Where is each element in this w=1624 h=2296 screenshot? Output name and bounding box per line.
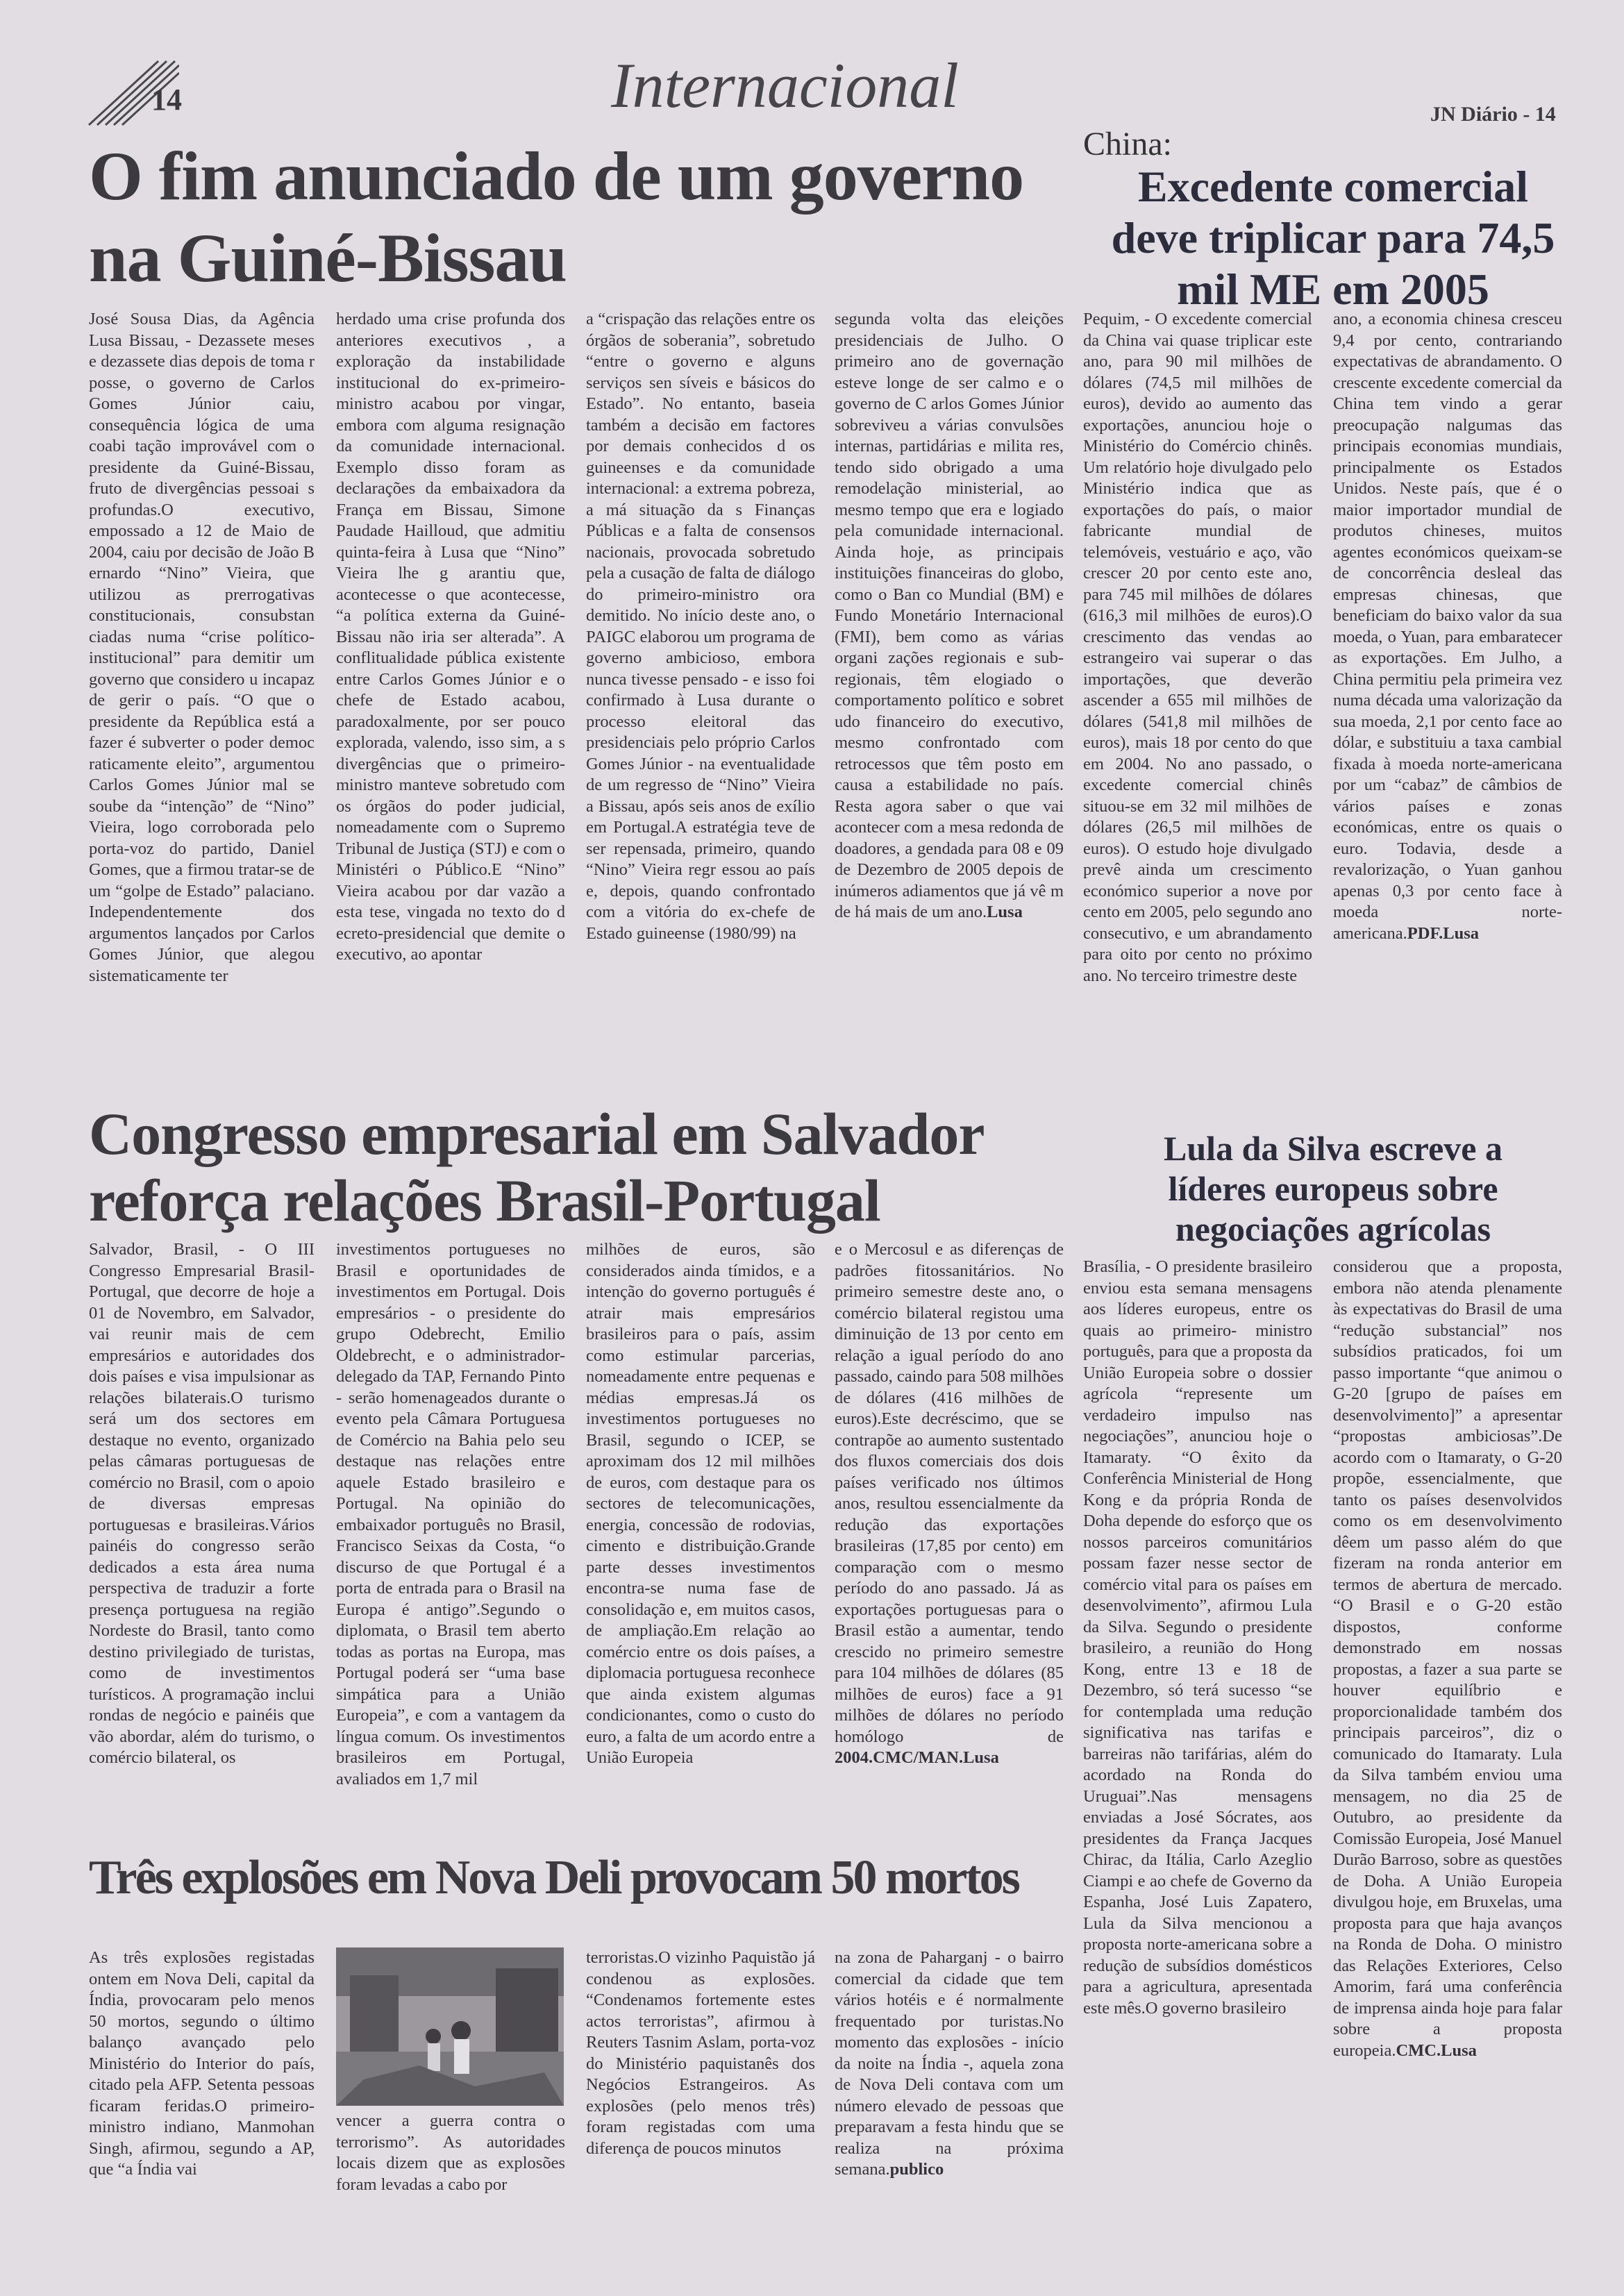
- article4-headline-line3: negociações agrícolas: [1175, 1209, 1491, 1248]
- article2-headline: [1083, 161, 1583, 315]
- article1-col1: José Sousa Dias, da Agência Lusa Bissau, - Dezassete meses e dezassete dias depois de toma r posse, o governo de Carlos Gomes Júnior caiu, consequência lógica de uma coabi tação improvável com o presidente da Guiné-Bissau, fruto de divergências pessoai s profundas.O executivo, empossado a 12 de Maio de 2004, caiu por decisão de João B ernardo “Nino” Vieira, que utilizou as prerrogativas constitucionais, consubstan ciadas numa “crise político-institucional” para demitir um governo que considero u incapaz de gerir o país. “O que o presidente da República está a fazer é subverter o poder democ raticamente eleito”, argumentou Carlos Gomes Júnior mal se soube da “intenção” de “Nino” Vieira, logo corroborada pelo porta-voz do partido, Daniel Gomes, que a firmou tratar-se de um “golpe de Estado” palaciano. Independentemente dos argumentos lançados por Carlos Gomes Júnior, que alegou sistematicamente ter: [89, 310, 315, 985]
- paper-name: JN Diário - 14: [1430, 103, 1556, 126]
- article4-col1: Brasília, - O presidente brasileiro enviou esta semana mensagens aos líderes europeus, entre os quais ao primeiro- ministro português, para que a proposta da União Europeia sobre o dossier agrícola “represente um verdadeiro impulso nas negociações”, anunciou hoje o Itamaraty. “O êxito da Conferência Ministerial de Hong Kong e da própria Ronda de Doha depende do esforço que os nossos parceiros comunitários possam fazer nesse sector de comércio vital para os países em desenvolvimento”, afirmou Lula da Silva. Segundo o presidente brasileiro, a reunião do Hong Kong, entre 13 e 18 de Dezembro, só terá sucesso “se for contemplada uma redução significativa nas tarifas e barreiras não tarifárias, além do acordado na Ronda do Uruguai”.Nas mensagens enviadas a José Sócrates, aos presidentes da França Jacques Chirac, da Itália, Carlo Azeglio Ciampi e ao chefe de Governo da Espanha, José Luis Zapatero, Lula da Silva mencionou a proposta norte-americana sobre a redução de subsídios domésticos para a agricultura, apresentada este mês.O governo brasileiro: [1083, 1257, 1312, 2018]
- article3-signature: 2004.CMC/MAN.Lusa: [835, 1748, 999, 1767]
- article3-headline: [89, 1100, 1082, 1234]
- article4-signature: CMC.Lusa: [1396, 2041, 1477, 2060]
- article2-headline-line3: mil ME em 2005: [1177, 265, 1489, 314]
- page-number: 14: [151, 83, 182, 117]
- article4-headline-line2: líderes europeus sobre: [1168, 1169, 1498, 1208]
- explosion-photo-image: [336, 1947, 564, 2106]
- article5-headline: Três explosões em Nova Deli provocam 50 mortos: [89, 1851, 1019, 1904]
- article2-col2: [1333, 309, 1562, 1121]
- article4-headline: [1083, 1128, 1583, 1249]
- article5-signature: publico: [889, 2160, 944, 2179]
- article2-headline-line2: deve triplicar para 74,5: [1111, 213, 1555, 262]
- article4-headline-line1: Lula da Silva escreve a: [1164, 1129, 1502, 1168]
- section-title: Internacional: [611, 50, 959, 121]
- article5-col3: terroristas.O vizinho Paquistão já condenou as explosões. “Condenamos fortemente estes actos terroristas”, afirmou à Reuters Tasnim Aslam, porta-voz do Ministério paquistanês dos Negócios Estrangeiros. As explosões (pelo menos três) foram registadas com uma diferença de poucos minutos: [586, 1948, 815, 2158]
- article2-headline-line1: Excedente comercial: [1137, 162, 1529, 211]
- article1-headline: [89, 135, 1082, 299]
- article1-col3: a “crispação das relações entre os órgãos de soberania”, sobretudo “entre o governo e alguns serviços sen síveis e básicos do Estado”. No entanto, baseia também a decisão em factores por demais conhecidos d os guineenses e da comunidade internacional: a extrema pobreza, a má situação da s Finanças Públicas e a falta de consensos nacionais, provocada sobretudo pela a cusação de falta de diálogo do primeiro-ministro ora demitido. No início deste ano, o PAIGC elaborou um programa de governo ambicioso, embora nunca tivesse pensado - e isso foi confirmado à Lusa durante o processo eleitoral das presidenciais pelo próprio Carlos Gomes Júnior - na eventualidade de um regresso de “Nino” Vieira a Bissau, após seis anos de exílio em Portugal.A estratégia teve de ser repensada, primeiro, quando “Nino” Vieira regr essou ao país e, depois, quando confrontado com a vitória do ex-chefe de Estado guineense (1980/99) na: [586, 310, 815, 943]
- article1-col4-text: segunda volta das eleições presidenciais de Julho. O primeiro ano de governação esteve longe de ser calmo e o governo de C arlos Gomes Júnior sobreviveu a várias convulsões internas, partidárias e milita res, tendo sido obrigado a uma remodelação ministerial, ao mesmo tempo que era e logiado pela comunidade internacional. Ainda hoje, as principais instituições financeiras do globo, como o Ban co Mundial (BM) e Fundo Monetário Internacional (FMI), bem como as várias organi zações regionais e sub-regionais, têm elogiado o comportamento político e sobret udo financeiro do executivo, mesmo confrontado com retrocessos que têm posto em causa a estabilidade no país. Resta agora saber o que vai acontecer com a mesa redonda de doadores, a gendada para 08 e 09 de Dezembro de 2005 depois de inúmeros adiamentos que já vê m de há mais de um ano.: [835, 310, 1064, 921]
- article3-col2: investimentos portugueses no Brasil e oportunidades de investimentos em Portugal. Dois empresários - o presidente do grupo Odebrecht, Emilio Oldebrecht, e o administrador-delegado da TAP, Fernando Pinto - serão homenageados durante o evento pela Câmara Portuguesa de Comércio na Bahia pelo seu destaque nas relações entre aquele Estado brasileiro e Portugal. Na opinião do embaixador português no Brasil, Francisco Seixas da Costa, “o discurso de que Portugal é a porta de entrada para o Brasil na Europa é antigo”.Segundo o diplomata, o Brasil tem aberto todas as portas na Europa, mas Portugal poderá ser “uma base simpática para a União Europeia”, e com a vantagem da língua comum. Os investimentos brasileiros em Portugal, avaliados em 1,7 mil: [336, 1240, 565, 1788]
- article1-col2: herdado uma crise profunda dos anteriores executivos , a exploração da instabilidade institucional do ex-primeiro-ministro acabou por vingar, embora com alguma resignação da comunidade internacional. Exemplo disso foram as declarações da embaixadora da França em Bissau, Simone Paudade Hailloud, que admitiu quinta-feira à Lusa que “Nino” Vieira lhe g arantiu que, acontecesse o que acontecesse, “a política externa da Guiné-Bissau não iria ser alterada”. A conflitualidade pública existente entre Carlos Gomes Júnior e o chefe de Estado acabou, paradoxalmente, por ser pouco explorada, valendo, isso sim, a s divergências que o primeiro-ministro manteve sobretudo com os órgãos do poder judicial, nomeadamente com o Supremo Tribunal de Justiça (STJ) e com o Ministéri o Público.E “Nino” Vieira acabou por dar vazão a esta tese, vingada no texto do d ecreto-presidencial que demite o executivo, ao apontar: [336, 310, 565, 964]
- article1-signature: Lusa: [987, 903, 1023, 921]
- article5-col2: vencer a guerra contra o terrorismo”. As autoridades locais dizem que as explosões foram levadas a cabo por: [336, 2111, 565, 2194]
- article4-col2: [1333, 1257, 1562, 2208]
- article5-col4: [835, 1947, 1064, 2215]
- article5-col1: As três explosões registadas ontem em Nova Deli, capital da Índia, provocaram pelo menos 50 mortos, segundo o último balanço avançado pelo Ministério do Interior do país, citado pela AFP. Setenta pessoas ficaram feridas.O primeiro-ministro indiano, Manmohan Singh, afirmou, segundo a AP, que “a Índia vai: [89, 1948, 315, 2179]
- article2-kicker: China:: [1083, 126, 1172, 162]
- article1-col4: [835, 309, 1064, 1097]
- article3-col3: milhões de euros, são considerados ainda tímidos, e a intenção do governo português é atrair mais empresários brasileiros para o país, assim como estimular parcerias, nomeadamente entre pequenas e médias empresas.Já os investimentos portugueses no Brasil, segundo o ICEP, se aproximam dos 12 mil milhões de euros, com destaque para os sectores de telecomunicações, energia, concessão de rodovias, cimento e distribuição.Grande parte desses investimentos encontra-se numa fase de consolidação e, em muitos casos, de ampliação.Em relação ao comércio entre os dois países, a diplomacia portuguesa reconhece que ainda existem algumas condicionantes, como o custo do euro, a falta de um acordo entre a União Europeia: [586, 1240, 815, 1767]
- article2-col1: Pequim, - O excedente comercial da China vai quase triplicar este ano, para 90 mil milhões de dólares (74,5 mil milhões de euros), devido ao aumento das exportações, anunciou hoje o Ministério do Comércio chinês. Um relatório hoje divulgado pelo Ministério indica que as exportações do país, o maior fabricante mundial de telemóveis, vestuário e aço, vão crescer 20 por cento este ano, para 745 mil milhões de dólares (616,3 mil milhões de euros).O crescimento das vendas ao estrangeiro vai superar o das importações, que deverão ascender a 655 mil milhões de dólares (541,8 mil milhões de euros), mais 18 por cento do que em 2004. No ano passado, o excedente comercial chinês situou-se em 32 mil milhões de dólares (26,5 mil milhões de euros). O estudo hoje divulgado prevê ainda um crescimento económico superior a nove por cento em 2005, pelo segundo ano consecutivo, e um abrandamento para oito por cento no próximo ano. No terceiro trimestre deste: [1083, 310, 1312, 985]
- article5-col4-text: na zona de Paharganj - o bairro comercial da cidade que tem vários hotéis e é normalmente frequentado por turistas.No momento das explosões - início da noite na Índia -, aquela zona de Nova Deli contava com um número elevado de pessoas que preparavam a festa hindu que se realiza na próxima semana.: [835, 1948, 1064, 2179]
- article1-headline-line1: O fim anunciado de um governo: [89, 137, 1024, 215]
- article4-col2-text: considerou que a proposta, embora não atenda plenamente às expectativas do Brasil de uma “redução substancial” nos subsídios praticados, foi um passo importante “que animou o G-20 [grupo de países em desenvolvimento]” a apresentar “propostas ambiciosas”.De acordo com o Itamaraty, o G-20 propõe, essencialmente, que tanto os países desenvolvidos como os em desenvolvimento dêem um passo além do que fizeram na ronda anterior em termos de abertura de mercado. “O Brasil e o G-20 estão dispostos, conforme demonstrado em nossas propostas, a fazer a sua parte se houver equilíbrio e proporcionalidade também dos principais parceiros”, diz o comunicado do Itamaraty. Lula da Silva também enviou uma mensagem, no dia 25 de Outubro, ao presidente da Comissão Europeia, José Manuel Durão Barroso, sobre as questões de Doha. A União Europeia divulgou hoje, em Bruxelas, uma proposta para que haja avanços na Ronda de Doha. O ministro das Relações Exteriores, Celso Amorim, fará uma conferência de imprensa ainda hoje para falar sobre a proposta europeia.: [1333, 1257, 1562, 2060]
- article2-signature: PDF.Lusa: [1407, 923, 1480, 943]
- article3-headline-line2: reforça relações Brasil-Portugal: [89, 1167, 880, 1234]
- article3-col1: Salvador, Brasil, - O III Congresso Empresarial Brasil-Portugal, que decorre de hoje a 01 de Novembro, em Salvador, vai reunir mais de cem empresários e autoridades dos dois países e visa impulsionar as relações bilaterais.O turismo será um dos sectores em destaque no evento, organizado pelas câmaras portuguesas de comércio no Brasil, com o apoio de diversas empresas portuguesas e brasileiras.Vários painéis do congresso serão dedicados a esta área numa perspectiva de traduzir a forte presença portuguesa na região Nordeste do Brasil, tanto como destino privilegiado de turistas, como de investimentos turísticos. A programação inclui rondas de negócio e painéis que vão abordar, além do turismo, o comércio bilateral, os: [89, 1240, 315, 1767]
- article3-col4: [835, 1239, 1064, 1843]
- article3-col4-text: e o Mercosul e as diferenças de padrões fitossanitários. No primeiro semestre deste ano, o comércio bilateral registou uma diminuição de 13 por cento em relação a igual período do ano passado, caindo para 508 milhões de dólares (416 milhões de euros).Este decréscimo, que se contrapõe ao aumento sustentado dos fluxos comerciais dos dois países verificado nos últimos anos, resultou essencialmente da redução das exportações brasileiras (17,85 por cento) em comparação com o mesmo período do ano passado. Já as exportações portuguesas para o Brasil estão a aumentar, tendo crescido no primeiro semestre para 104 milhões de dólares (85 milhões de euros) face a 91 milhões de dólares no período homólogo de: [835, 1240, 1064, 1746]
- explosion-photo: [336, 1947, 564, 2106]
- article3-headline-line1: Congresso empresarial em Salvador: [89, 1100, 985, 1167]
- article1-headline-line2: na Guiné-Bissau: [89, 219, 567, 296]
- article2-col2-text: ano, a economia chinesa cresceu 9,4 por cento, contrariando expectativas de abrandamento. O crescente excedente comercial da China tem vindo a gerar preocupação nalgumas das principais economias mundiais, principalmente os Estados Unidos. Neste país, que é o maior importador mundial de produtos chineses, muitos agentes económicos queixam-se de concorrência desleal das empresas chinesas, que beneficiam do baixo valor da sua moeda, o Yuan, para embaratecer as exportações. Em Julho, a China permitiu pela primeira vez numa década uma valorização da sua moeda, 2,1 por cento face ao dólar, e substituiu a taxa cambial fixada à moeda norte-americana por um “cabaz” de câmbios de vários países e zonas económicas, entre os quais o euro. Todavia, desde a revalorização, o Yuan ganhou apenas 0,3 por cento face à moeda norte-americana.: [1333, 310, 1562, 943]
